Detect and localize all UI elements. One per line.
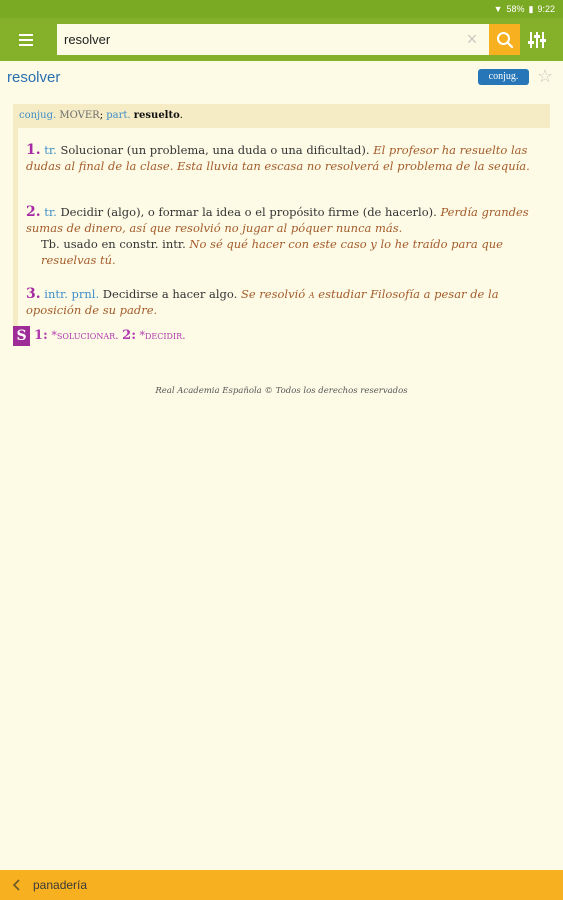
clear-icon[interactable]: ×: [466, 29, 478, 49]
example: Perdía grandes sumas de dinero, así que resolvió no jugar al póquer nunca más.: [26, 205, 529, 235]
search-icon: [496, 31, 514, 49]
search-input[interactable]: [57, 24, 457, 55]
status-bar: [0, 0, 563, 18]
menu-icon[interactable]: [14, 29, 38, 51]
conjugation-button[interactable]: conjug.: [478, 69, 529, 85]
filter-icon: [524, 28, 550, 52]
battery-percent: 58%: [506, 4, 525, 14]
synonyms: [13, 326, 413, 348]
synonym-number: 2:: [122, 328, 137, 343]
note-example: No sé qué hacer con este caso y lo he traído para que resuelvas tú.: [41, 237, 503, 267]
star-icon[interactable]: ☆: [537, 66, 554, 86]
headword: resolver: [7, 69, 61, 86]
history-bar[interactable]: [0, 870, 563, 900]
app-toolbar: [0, 18, 563, 61]
synonym-link[interactable]: *solucionar.: [51, 329, 119, 342]
definition: Solucionar (un problema, una duda o una dificultad).: [60, 143, 370, 157]
grammar-label: intr. prnl.: [44, 287, 100, 301]
example-end: estudiar Filosofía a pesar de la oposición de su padre.: [26, 287, 499, 317]
entry-border: [13, 104, 18, 332]
search-button[interactable]: [489, 24, 520, 55]
synonym-link[interactable]: *decidir.: [139, 329, 186, 342]
definition: Decidirse a hacer algo.: [102, 287, 238, 301]
example-start: Se resolvió: [240, 287, 306, 301]
copyright: Real Academia Española © Todos los derechos reservados: [155, 386, 408, 396]
acepcion-2: [26, 204, 548, 268]
definition: Decidir (algo), o formar la idea o el propósito firme (de hacerlo).: [60, 205, 437, 219]
dictionary-entry: [13, 104, 550, 332]
battery-icon: ▮: [528, 3, 534, 14]
headword-row: [0, 66, 563, 90]
grammar-label: tr.: [44, 205, 57, 219]
signal-icon: ▼: [493, 4, 503, 14]
participle-period: .: [179, 110, 183, 121]
acepcion-3: [26, 286, 548, 318]
synonyms-badge: S: [13, 326, 30, 346]
participle-label: part.: [106, 110, 131, 121]
conjug-label: conjug.: [19, 110, 57, 121]
previous-word[interactable]: panadería: [33, 878, 88, 892]
acepcion-1: [26, 142, 548, 174]
clock: 9:22: [537, 4, 555, 14]
conjugation-line: conjug. MOVER; part. resuelto.: [13, 104, 550, 128]
search-box: [57, 24, 489, 55]
synonym-number: 1:: [34, 328, 48, 343]
grammar-label: tr.: [44, 143, 57, 157]
chevron-left-icon[interactable]: [10, 878, 24, 892]
conjugation-model[interactable]: MOVER: [59, 110, 100, 121]
note: Tb. usado en constr. intr.: [41, 237, 186, 251]
participle: resuelto: [133, 110, 180, 121]
usage-note: [26, 236, 548, 268]
example-preposition: a: [308, 287, 315, 301]
example: El profesor ha resuelto las dudas al final de la clase. Esta lluvia tan escasa no resolverá el problema de la sequía.: [26, 143, 530, 173]
acepcion-number: 2.: [26, 204, 41, 220]
synonym-list: [34, 328, 186, 343]
acepcion-number: 3.: [26, 286, 41, 302]
filter-button[interactable]: [524, 28, 550, 52]
acepcion-number: 1.: [26, 142, 41, 158]
